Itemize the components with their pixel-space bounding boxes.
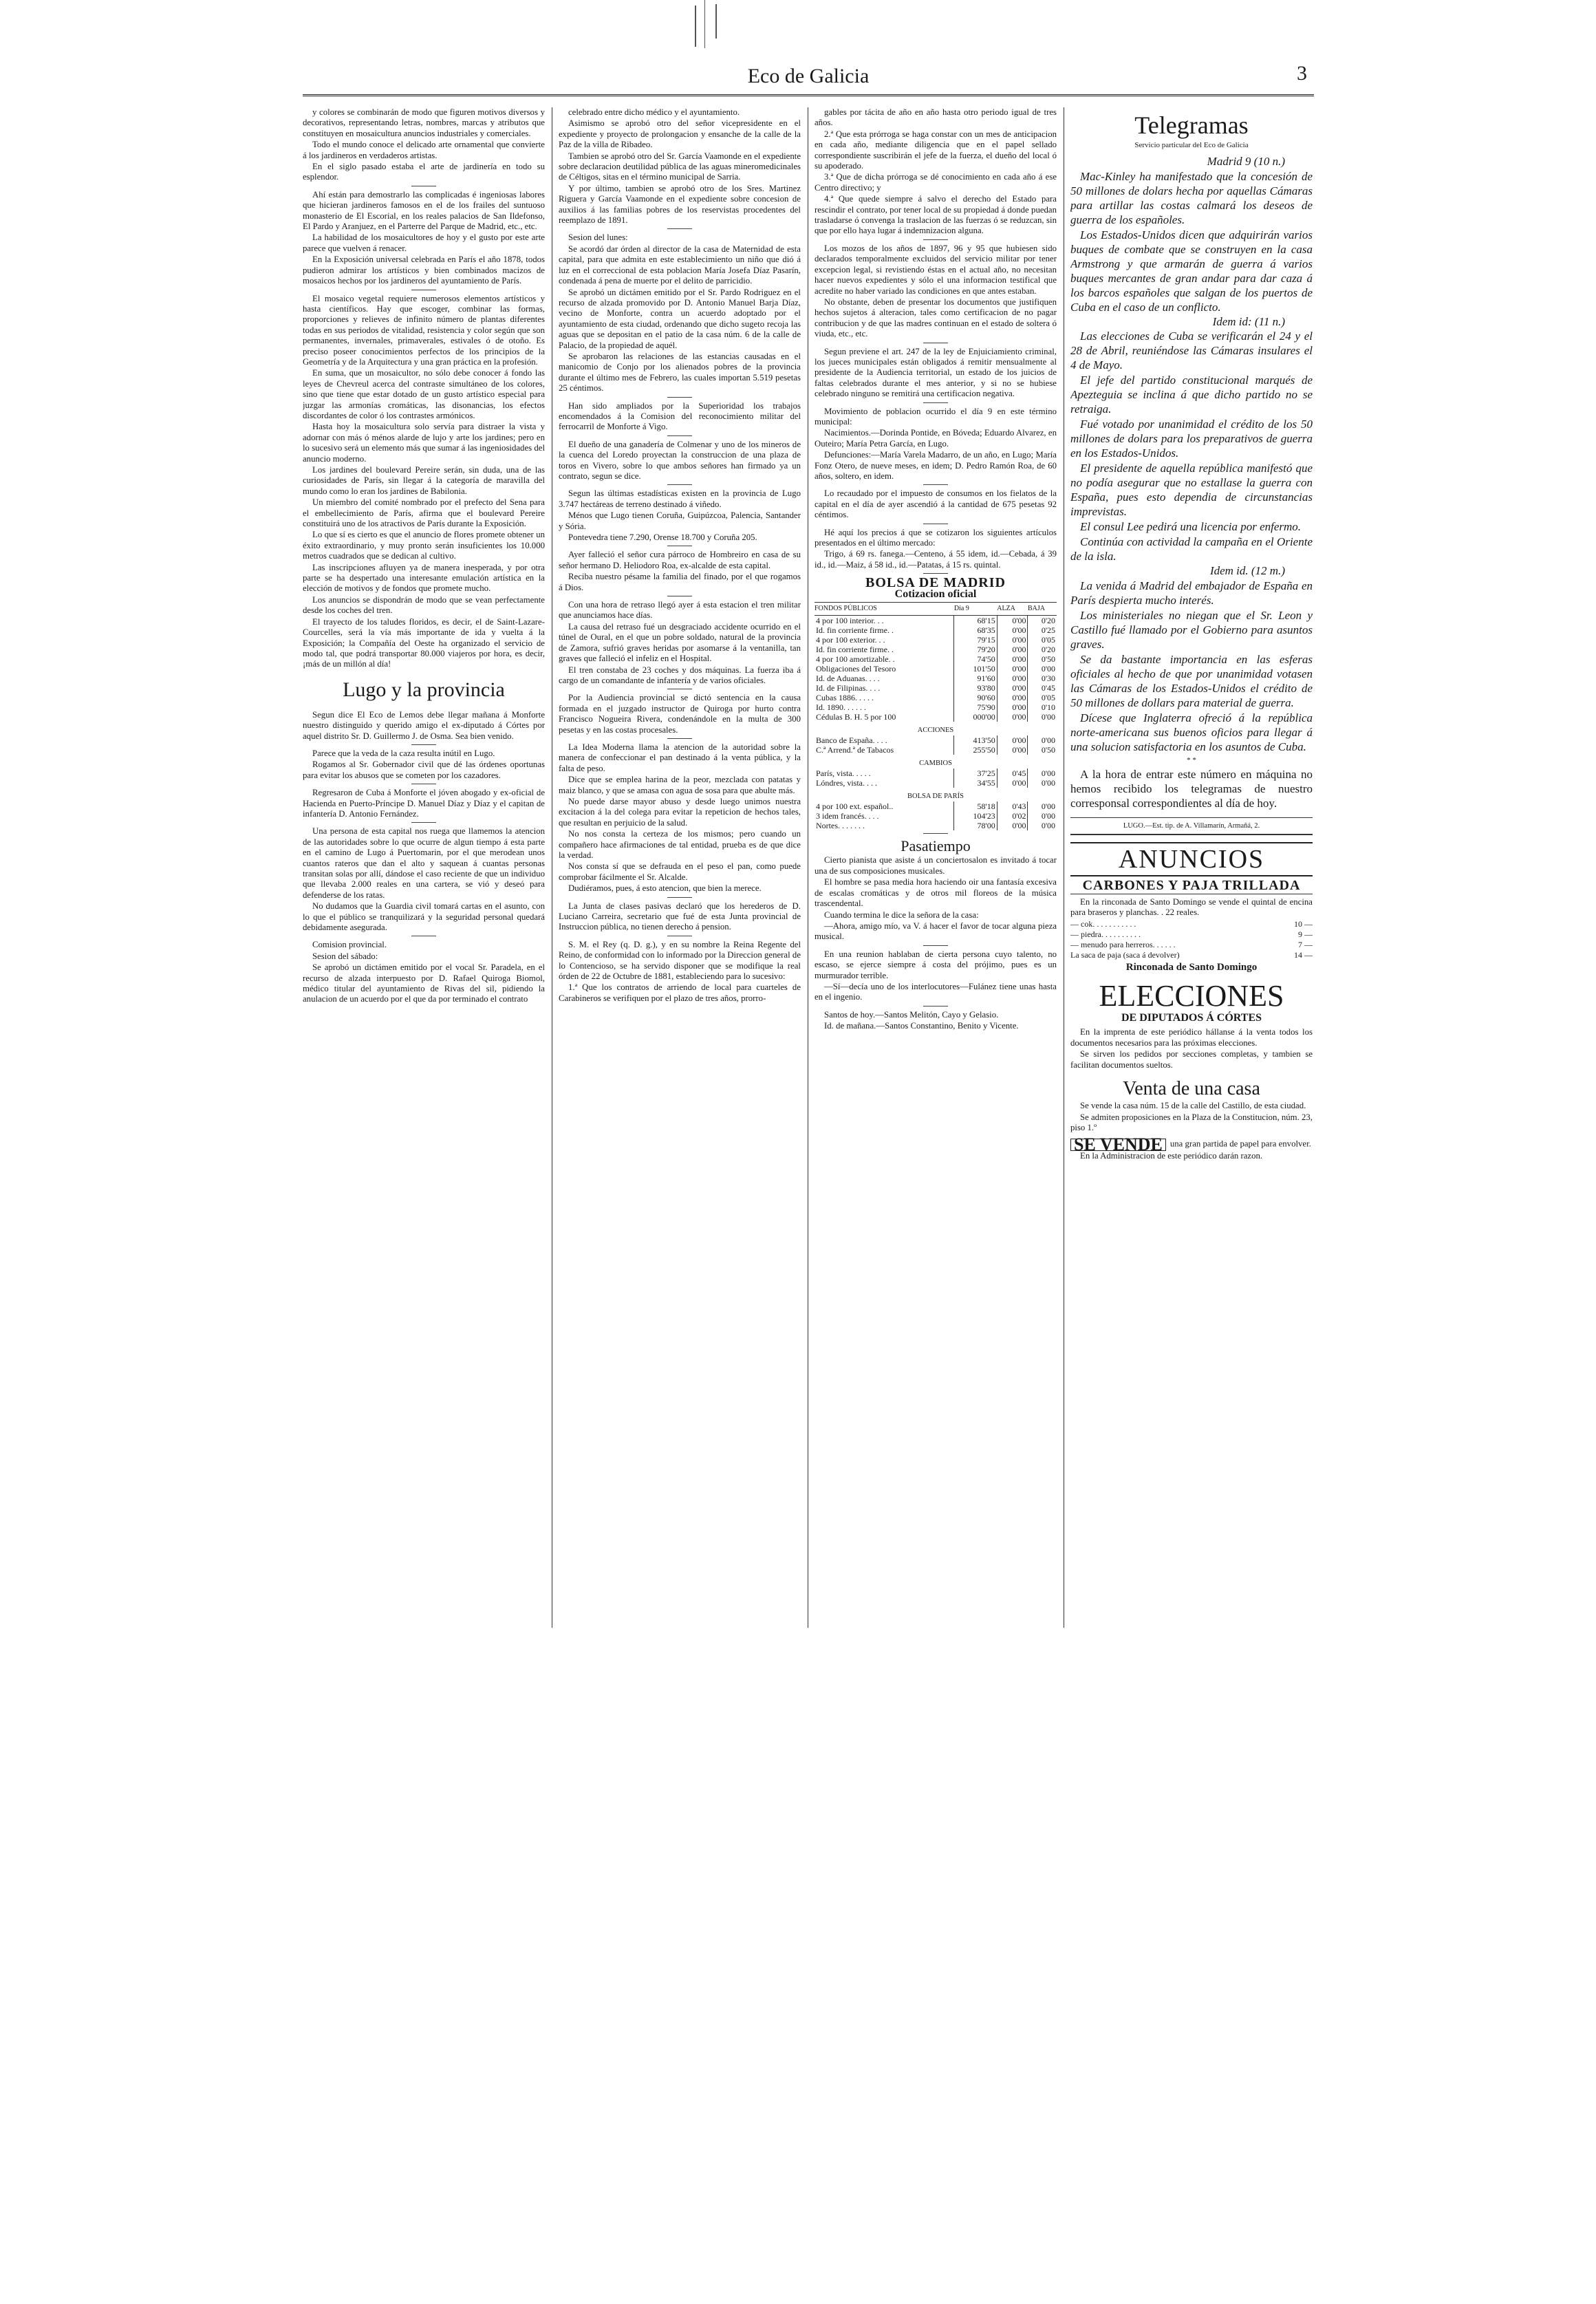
quotes-header: FONDOS PÚBLICOS: [815, 603, 954, 616]
pasatiempo-title: Pasatiempo: [901, 837, 971, 855]
quote-name: Nortes. . . . . . .: [816, 821, 865, 831]
quote-value: 75'90: [954, 702, 997, 712]
quote-value: 000'00: [954, 712, 997, 722]
table-row: [815, 811, 1057, 821]
paragraph: 3.ª Que de dicha prórroga se dé conocimiento en cada año á ese Centro directivo; y: [815, 172, 1057, 193]
paragraph: Una persona de esta capital nos ruega que llamemos la atencion de las autoridades sobre lo que ocurre de algun tiempo á esta parte en el camino de Lugo á Puertomarin, por el que merodean unos cuantos rateros que dan el alto y saquean á cuantas personas transitan solas por allí, dándose el caso reciente de que un individuo que llevaba 2.000 reales en una cartera, se vió y deseó para defenderse de los ratas.: [303, 826, 545, 900]
paragraph: El hombre se pasa media hora haciendo oir una fantasía excesiva de escalas cromáticas y de otros mil floreos de la música trascendental.: [815, 877, 1057, 909]
quote-value: 0'00: [1028, 811, 1057, 821]
paragraph: Movimiento de poblacion ocurrido el día 9 en este término municipal:: [815, 406, 1057, 427]
paragraph: Y por último, tambien se aprobó otro de los Sres. Martinez Riguera y García Vaamonde en el expediente sobre concesion de auxilios á las familias pobres de los reservistas procedentes del reemplazo de 1891.: [559, 183, 801, 226]
paragraph: Id. de mañana.—Santos Constantino, Benito y Vicente.: [824, 1021, 1019, 1031]
price-value: 10 —: [1294, 918, 1313, 929]
quote-value: 0'02: [997, 811, 1028, 821]
venta-text: [1070, 1101, 1313, 1133]
quote-value: 255'50: [954, 745, 997, 755]
paragraph: Segun las últimas estadísticas existen en la provincia de Lugo 3.747 hectáreas de terreno destinado á viñedo.: [559, 488, 801, 509]
quote-value: 0'00: [997, 664, 1028, 674]
table-row: [815, 745, 1057, 755]
paragraph: Dícese que Inglaterra ofreció á la república norte-americana sus buenos oficios para llegar á una solucion satisfactoria en los asuntos de Cuba.: [1070, 711, 1313, 753]
paragraph: El jefe del partido constitucional marqués de Apezteguia se inclina á que dicho partido no se retraiga.: [1070, 374, 1313, 416]
quote-name: París, vista. . . . .: [816, 768, 871, 779]
table-row: [815, 735, 1057, 745]
quotes-section-label: ACCIONES: [917, 726, 954, 735]
quote-value: 0'00: [1028, 768, 1057, 778]
paragraph: El presidente de aquella república manifestó que no podía asegurar que no estallase la guerra con España, pues esto dependia de circunstancias imprevistas.: [1070, 462, 1313, 519]
paragraph: Lo recaudado por el impuesto de consumos en los fielatos de la capital en el día de ayer ascendió á la cantidad de 675 pesetas 92 céntimos.: [815, 488, 1057, 520]
carbones-footer: Rinconada de Santo Domingo: [1125, 961, 1258, 973]
column-4: [1070, 107, 1313, 1628]
quotes-section-row: [815, 788, 1057, 801]
table-row: [815, 801, 1057, 811]
quote-value: 0'00: [997, 778, 1028, 788]
price-item: — menudo para herreros. . . . . .: [1070, 939, 1176, 949]
paragraph: Santos de hoy.—Santos Melitón, Cayo y Gelasio.: [824, 1009, 999, 1020]
scan-artifact: [715, 4, 717, 39]
quote-name: Cubas 1886. . . . .: [816, 693, 874, 703]
dateline: Madrid 9 (10 n.): [1207, 155, 1285, 169]
anuncios-title: ANUNCIOS: [1070, 842, 1313, 876]
separator: [667, 435, 692, 436]
paragraph: La Junta de clases pasivas declaró que los herederos de D. Luciano Carreira, secretario que fué de esta Junta provincial de Instruccion pública, no tienen derecho á pension.: [559, 901, 801, 932]
paragraph: Cierto pianista que asiste á un conciertosalon es invitado á tocar una de sus composiciones musicales.: [815, 855, 1057, 876]
quote-value: 79'15: [954, 635, 997, 645]
paragraph: Sesion del sábado:: [312, 951, 378, 961]
paragraph: —Sí—decía uno de los interlocutores—Fulánez tiene unas hasta en el ingenio.: [815, 981, 1057, 1002]
table-row: [815, 683, 1057, 693]
separator: [923, 833, 948, 834]
paragraph: Se vende la casa núm. 15 de la calle del Castillo, de esta ciudad.: [1080, 1101, 1306, 1111]
column-2: [559, 107, 801, 1628]
paragraph: Asimismo se aprobó otro del señor vicepresidente en el expediente y proyecto de prolongacion y ensanche de la calle de la Paz de la villa de Ribadeo.: [559, 118, 801, 150]
paragraph: Lo que sí es cierto es que el anuncio de flores promete obtener un éxito extraordinario, y muy pronto serán insuficientes los 10.000 metros cuadrados que se dedican al cultivo.: [303, 530, 545, 561]
paragraph: La causa del retraso fué un desgraciado accidente ocurrido en el túnel de Oural, en el que un pobre soldado, natural de la provincia de Zamora, sufrió graves heridas por asomarse á la ventanilla, tan graves que falleció el infeliz en el Hospital.: [559, 621, 801, 664]
paragraph: Dice que se emplea harina de la peor, mezclada con patatas y maiz blanco, y que se amasa con agua de sosa para que abulte más.: [559, 775, 801, 795]
quotes-header-row: [815, 603, 1057, 616]
paragraph: Se aprobó un dictámen emitido por el vocal Sr. Paradela, en el recurso de alzada interpuesto por D. Rafael Quiroga Biomol, médico titular del ayuntamiento de Rivas del sil, pidiendo la anulacion de un acuerdo por el que da por terminado el contrato: [303, 962, 545, 1004]
quote-value: 90'60: [954, 693, 997, 702]
paragraph: Las elecciones de Cuba se verificarán el 24 y el 28 de Abril, reuniéndose las Cámaras insulares el 4 de Mayo.: [1070, 330, 1313, 372]
quote-value: 0'00: [997, 674, 1028, 683]
paragraph: Ménos que Lugo tienen Coruña, Guipúzcoa, Palencia, Santander y Sória.: [559, 510, 801, 531]
paragraph: La venida á Madrid del embajador de España en París despierta mucho interés.: [1070, 579, 1313, 607]
quote-value: 0'00: [1028, 778, 1057, 788]
paragraph: En la imprenta de este periódico hállanse á la venta todos los documentos necesarios para las próximas elecciones.: [1070, 1027, 1313, 1048]
quotes-header: Día 9: [954, 603, 997, 616]
quote-value: 0'45: [1028, 683, 1057, 693]
elecciones-title: ELECCIONES: [1099, 979, 1284, 1013]
paragraph: Nos consta sí que se defrauda en el peso el pan, como puede comprobar fácilmente el Sr. Alcalde.: [559, 861, 801, 882]
elecciones-text: [1070, 1027, 1313, 1070]
paragraph: Fué votado por unanimidad el crédito de los 50 millones de dolars para los preparativos de guerra en los Estados-Unidos.: [1070, 418, 1313, 460]
quote-value: 0'00: [997, 616, 1028, 626]
quote-value: 0'20: [1028, 645, 1057, 654]
quote-value: 0'30: [1028, 674, 1057, 683]
quote-value: 68'15: [954, 616, 997, 626]
quote-value: 104'23: [954, 811, 997, 821]
quote-name: Id. de Filipinas. . . .: [816, 683, 881, 693]
column-2-articles: [559, 107, 801, 1004]
paragraph: Tambien se aprobó otro del Sr. García Vaamonde en el expediente sobre declaracion deutilidad pública de las aguas mineromedicinales de Céltigos, sitas en el término municipal de Sarria.: [559, 151, 801, 182]
paragraph: 4.ª Que quede siempre á salvo el derecho del Estado para rescindir el contrato, por tener local de su propiedad á donde puedan trasladarse ó convenga la traslacion de las fuerzas ó se reduzcan, sin que por ello haya lugar á indemnizacion alguna.: [815, 194, 1057, 236]
quote-value: 0'05: [1028, 693, 1057, 702]
scan-artifact: [695, 6, 696, 47]
table-row: [815, 821, 1057, 830]
price-row: [1070, 919, 1313, 929]
separator: [667, 897, 692, 898]
quotes-header: BAJA: [1028, 603, 1057, 616]
quote-value: 101'50: [954, 664, 997, 674]
price-row: [1070, 940, 1313, 950]
paragraph: Hasta hoy la mosaicultura solo servía para distraer la vista y adornar con más ó ménos alarde de lujo y arte los jardines; pero en lo sucesivo será un elemento más que sumar á las ingeniosidades del anuncio moderno.: [303, 422, 545, 464]
paragraph: Todo el mundo conoce el delicado arte ornamental que convierte á los jardineros en verdaderos artistas.: [303, 140, 545, 160]
price-row: [1070, 950, 1313, 960]
quote-name: 4 por 100 exterior. . .: [816, 635, 885, 645]
quote-value: 0'05: [1028, 635, 1057, 645]
paragraph: Mac-Kinley ha manifestado que la concesión de 50 millones de dolars hecha por aquellas Cámaras para artillar las costas calmará los deseos de guerra de los españoles.: [1070, 169, 1313, 226]
quote-value: 78'00: [954, 821, 997, 830]
quote-value: 0'00: [1028, 664, 1057, 674]
paragraph: Regresaron de Cuba á Monforte el jóven abogado y ex-oficial de Hacienda en Puerto-Príncipe D. Manuel Díaz y Díaz y el capitan de infantería D. Antonio Fernández.: [303, 788, 545, 819]
quote-value: 0'00: [997, 683, 1028, 693]
carbones-title: CARBONES Y PAJA TRILLADA: [1070, 881, 1313, 894]
separator: [411, 822, 436, 823]
paragraph: Segun previene el art. 247 de la ley de Enjuiciamiento criminal, los jueces municipales están obligados á remitir mensualmente al presidente de la Audiencia territorial, un estado de los juicios de faltas celebrados durante el mes anterior, y si no se hubiese celebrado ninguno se remitirá una certificacion negativa.: [815, 346, 1057, 399]
venta-title: Venta de una casa: [1123, 1078, 1260, 1100]
separator: [923, 573, 948, 574]
price-value: 7 —: [1298, 939, 1313, 949]
quote-value: 0'00: [997, 712, 1028, 722]
paragraph: 2.ª Que esta prórroga se haga constar con un mes de anticipacion en cada año, mediante diligencia que en el papel sellado correspondiente suscribirán el jefe de la fuerza, el dueño del local ó su apoderado.: [815, 129, 1057, 171]
scan-artifact: [704, 0, 705, 48]
price-value: 14 —: [1294, 949, 1313, 960]
paragraph: Trigo, á 69 rs. fanega.—Centeno, á 55 idem, id.—Cebada, á 39 id., id.—Maiz, á 58 id., id.—Patatas, á 15 rs. quintal.: [815, 549, 1057, 570]
separator: [667, 738, 692, 739]
quote-value: 58'18: [954, 801, 997, 811]
quote-name: Id. de Aduanas. . . .: [816, 674, 880, 684]
paragraph: Hé aquí los precios á que se cotizaron los siguientes artículos presentados en el último mercado:: [815, 527, 1057, 548]
paragraph: Los anuncios se dispondrán de modo que se vean perfectamente desde los coches del tren.: [303, 594, 545, 616]
paragraph: Se da bastante importancia en las esferas oficiales al hecho de que por unanimidad votasen las Cámaras de los Estados-Unidos el crédito de 50 millones de dollars para material de guerra.: [1070, 652, 1313, 709]
paragraph: Las inscripciones afluyen ya de manera inesperada, y por otra parte se ha despertado una interesante emulación artística en la elección de motivos y de fondos que promete mucho.: [303, 562, 545, 594]
paragraph: El mosaico vegetal requiere numerosos elementos artísticos y hasta científicos. Hay que escoger, combinar las formas, proporciones y relieves de infinito número de plantas diferentes todas en sus periodos de vitalidad, resistencia y color según que son permanentes, invernales, primaverales, estivales ó de otoño. Es preciso poseer conocimientos perfectos de los principios de la Geometría y de la Arquitectura y una gran práctica en la profesión.: [303, 293, 545, 367]
paragraph: El tren constaba de 23 coches y dos máquinas. La fuerza iba á cargo de un comandante de infantería y de varios oficiales.: [559, 665, 801, 685]
table-row: [815, 654, 1057, 664]
paragraph: La Idea Moderna llama la atencion de la autoridad sobre la manera de confeccionar el pan destinado á la venta pública, y la falta de peso.: [559, 742, 801, 773]
quotes-table: [815, 602, 1057, 830]
quote-value: 79'20: [954, 645, 997, 654]
quote-value: 93'80: [954, 683, 997, 693]
table-row: [815, 693, 1057, 702]
quote-value: 0'20: [1028, 616, 1057, 626]
quote-value: 0'00: [1028, 821, 1057, 830]
paragraph: gables por tácita de año en año hasta otro periodo igual de tres años.: [815, 107, 1057, 128]
table-row: [815, 625, 1057, 635]
paragraph: Sesion del lunes:: [568, 233, 628, 243]
newspaper-page: [303, 55, 1314, 1844]
quote-value: 0'00: [1028, 712, 1057, 722]
paragraph: No obstante, deben de presentar los documentos que justifiquen hechos sujetos á alteracion, tales como certificacion de no pagar contribucion y de que las madres continuan en el estado de soltera ó viuda, etc., etc.: [815, 297, 1057, 339]
se-vende-footer: En la Administracion de este periódico darán razon.: [1080, 1150, 1263, 1161]
paragraph: Defunciones:—María Varela Madarro, de un año, en Lugo; María Fonz Otero, de nueve meses, en idem; D. Pedro Ramón Roa, de 60 años, soltero, en idem.: [815, 450, 1057, 481]
quote-name: Banco de España. . . .: [816, 735, 887, 746]
paragraph: Cuando termina le dice la señora de la casa:: [824, 909, 979, 920]
paragraph: Ahí están para demostrarlo las complicadas é ingeniosas labores que hicieran jardineros famosos en el de los frailes del suntuoso monasterio de El Escorial, en los reales palacios de San Ildefonso, El Pardo y Aranjuez, en el Parterre del Parque de Madrid, etc., etc.: [303, 189, 545, 232]
table-row: [815, 712, 1057, 722]
telegrams-group-2: [1070, 329, 1313, 563]
paragraph: Rogamos al Sr. Gobernador civil que dé las órdenes oportunas para evitar los abusos que se cometen por los cazadores.: [303, 760, 545, 780]
carbones-intro: En la rinconada de Santo Domingo se vende el quintal de encina para braseros y planchas. . 22 reales.: [1070, 896, 1313, 918]
paragraph: El consul Lee pedirá una licencia por enfermo.: [1080, 520, 1302, 534]
paragraph: En una reunion hablaban de cierta persona cuyo talento, no escaso, se ejerce siempre á costa del prójimo, pues es un murmurador terrible.: [815, 949, 1057, 980]
paragraph: Los Estados-Unidos dicen que adquirirán varios buques de combate que se construyen en la casa Armstrong y que armarán de guerra á varios buques mercantes de gran andar para dar caza á los barcos españoles que salgan de los puertos de Cuba en el caso de un conflicto.: [1070, 228, 1313, 314]
quote-value: 0'10: [1028, 702, 1057, 712]
separator: [667, 397, 692, 398]
paragraph: Continúa con actividad la campaña en el Oriente de la isla.: [1070, 535, 1313, 563]
quotes-section-label: CAMBIOS: [919, 760, 952, 768]
paragraph: Nacimientos.—Dorinda Pontide, en Bóveda; Eduardo Alvarez, en Outeiro; María Petra García, en Lugo.: [815, 428, 1057, 449]
column-1: [303, 107, 545, 1628]
quote-value: 34'55: [954, 778, 997, 788]
quote-name: 3 idem francés. . . .: [816, 811, 879, 821]
quote-value: 0'00: [997, 693, 1028, 702]
column-3-articles: [815, 107, 1057, 570]
carbones-prices: [1070, 919, 1313, 960]
paragraph: No nos consta la certeza de los mismos; pero cuando un compañero hace afirmaciones de tal entidad, prueba es de que dice la verdad.: [559, 829, 801, 860]
paragraph: Pontevedra tiene 7.290, Orense 18.700 y Coruña 205.: [568, 532, 757, 543]
paragraph: Por la Audiencia provincial se dictó sentencia en la causa formada en el juzgado instructor de Quiroga por hurto contra Francisco Nogueira Rivera, condenándole en la multa de 300 pesetas y en las costas procesales.: [559, 693, 801, 735]
paragraph: Parece que la veda de la caza resulta inútil en Lugo.: [312, 748, 495, 758]
paragraph: El dueño de una ganadería de Colmenar y uno de los mineros de la cuenca del Loredo proyectan la construccion de una plaza de toros en Vivero, sobre lo que ambos señores han firmado ya un contrato, segun se dice.: [559, 439, 801, 481]
quote-name: Lóndres, vista. . . .: [816, 778, 877, 788]
se-vende-label: SE VENDE: [1070, 1139, 1166, 1150]
quote-name: Cédulas B. H. 5 por 100: [816, 712, 896, 722]
price-row: [1070, 929, 1313, 940]
quotes-body: [815, 616, 1057, 831]
separator: [923, 402, 948, 403]
column-3: [815, 107, 1057, 1628]
quote-value: 0'00: [997, 702, 1028, 712]
se-vende-ad: [1070, 1134, 1313, 1155]
page-number: 3: [1297, 62, 1307, 85]
quote-name: Id. fin corriente firme. .: [816, 645, 894, 655]
paragraph: En la Exposición universal celebrada en París el año 1878, todos pudieron admirar los artísticos y bien combinados macizos de mosaicos hechos por los jardineros del ayuntamiento de París.: [303, 255, 545, 286]
quote-value: 74'50: [954, 654, 997, 664]
paragraph: Segun dice El Eco de Lemos debe llegar mañana á Monforte nuestro distinguido y querido amigo el ex-diputado á Córtes por aquel distrito Sr. D. Guillermo J. de Osma. Sea bien venido.: [303, 709, 545, 741]
paragraph: 1.ª Que los contratos de arriendo de local para cuarteles de Carabineros se verifiquen por el plazo de tres años, prorro-: [559, 982, 801, 1003]
imprint-line: LUGO.—Est. tip. de A. Villamarín, Armañá, 2.: [1070, 817, 1313, 835]
paragraph: Los jardines del boulevard Pereire serán, sin duda, una de las curiosidades de París, sin llegar á la categoría de maravilla del mundo como lo eran los jardines de Babilonia.: [303, 465, 545, 496]
quote-name: 4 por 100 interior. . .: [816, 616, 884, 626]
section-header-lugo: Lugo y la provincia: [343, 678, 505, 701]
telegramas-title: Telegramas: [1134, 111, 1249, 139]
table-row: [815, 635, 1057, 645]
closing-note: A la hora de entrar este número en máquina no hemos recibido los telegramas de nuestro corresponsal correspondientes al día de hoy.: [1070, 768, 1313, 810]
paragraph: Se sirven los pedidos por secciones completas, y tambien se facilitan documentos sueltos.: [1070, 1049, 1313, 1070]
paragraph: En suma, que un mosaicultor, no sólo debe conocer á fondo las leyes de Chevreul acerca del contraste simultáneo de los colores, sino que tiene que estar dotado de un gusto artístico especial para juzgar las armonías cromáticas, las disonancias, los efectos discordantes de color ó los contrastes armónicos.: [303, 368, 545, 420]
paragraph: En el siglo pasado estaba el arte de jardinería en todo su esplendor.: [303, 162, 545, 182]
se-vende-text: una gran partida de papel para envolver.: [1169, 1139, 1311, 1149]
quote-value: 0'00: [1028, 801, 1057, 811]
paragraph: Los mozos de los años de 1897, 96 y 95 que hubiesen sido declarados temporalmente excluidos del servicio militar por tener excepcion legal, si revistiendo éstas en el actual año, no necesitan hacer nuevos expedientes y sólo el una informacion testifical que acredite no haber variado las condiciones en que antes estaban.: [815, 243, 1057, 296]
price-value: 9 —: [1298, 929, 1313, 939]
separator: [667, 484, 692, 485]
quotes-header: ALZA: [997, 603, 1028, 616]
table-row: [815, 778, 1057, 788]
quote-value: 0'00: [997, 654, 1028, 664]
quote-name: C.ª Arrend.ª de Tabacos: [816, 745, 894, 755]
quote-value: 0'50: [1028, 654, 1057, 664]
dateline: Idem id: (11 n.): [1212, 314, 1285, 328]
table-row: [815, 674, 1057, 683]
price-item: — piedra. . . . . . . . . .: [1070, 929, 1141, 939]
quote-value: 68'35: [954, 625, 997, 635]
paragraph: No dudamos que la Guardia civil tomará cartas en el asunto, con lo que el público se tranquilizará y la seguridad personal quedará debidamente asegurada.: [303, 901, 545, 933]
quote-value: 413'50: [954, 735, 997, 745]
bolsa-title: BOLSA DE MADRID: [865, 575, 1006, 591]
masthead: [303, 55, 1314, 96]
telegrams-group-3: [1070, 579, 1313, 754]
quote-value: 0'00: [997, 645, 1028, 654]
quote-value: 37'25: [954, 768, 997, 778]
paragraph: El trayecto de los taludes floridos, es decir, el de Saint-Lazare-Courcelles, será la vía más importante de ida y vuelta á la Exposición; la Compañía del Oeste ha organizado el servicio de modo tal, que podrá transportar 80.000 viajeros por hora, es decir, ¡más de un millón al día!: [303, 616, 545, 669]
quote-name: 4 por 100 amortizable. .: [816, 654, 895, 665]
paragraph: Se admiten proposiciones en la Plaza de la Constitucion, núm. 23, piso 1.º: [1070, 1112, 1313, 1132]
separator: [411, 744, 436, 745]
quote-value: 0'00: [997, 821, 1028, 830]
quote-value: 0'45: [997, 768, 1028, 778]
quote-name: Id. 1890. . . . . .: [816, 702, 866, 713]
paragraph: Han sido ampliados por la Superioridad los trabajos encomendados á la Comision del reconocimiento militar del ferrocarril de Monforte á Vigo.: [559, 400, 801, 432]
paragraph: La habilidad de los mosaicultores de hoy y el gusto por este arte parece que vuelven á renacer.: [303, 233, 545, 253]
table-row: [815, 616, 1057, 626]
paragraph: Se aprobaron las relaciones de las estancias causadas en el manicomio de Conjo por los alienados pobres de la provincia durante el último mes de Febrero, las cuales importan 5.519 pesetas 25 céntimos.: [559, 351, 801, 394]
telegrams-group-1: [1070, 169, 1313, 314]
quote-value: 0'43: [997, 801, 1028, 811]
paragraph: No puede darse mayor abuso y desde luego unimos nuestra excitacion á la del colega para evitar la repeticion de hechos tales, que resultan en perjuicio de la salud.: [559, 796, 801, 828]
quote-value: 0'25: [1028, 625, 1057, 635]
table-row: [815, 768, 1057, 778]
quotes-section-label: BOLSA DE PARÍS: [907, 793, 964, 801]
paragraph: Comision provincial.: [312, 940, 387, 950]
price-item: — cok. . . . . . . . . . .: [1070, 918, 1136, 929]
separator: [923, 484, 948, 485]
column-1-articles: [303, 107, 545, 670]
quote-name: 4 por 100 ext. español..: [816, 801, 894, 812]
table-row: [815, 702, 1057, 712]
quote-value: 0'00: [997, 735, 1028, 745]
paragraph: S. M. el Rey (q. D. g.), y en su nombre la Reina Regente del Reino, de conformidad con lo informado por la Direccion general de lo Contencioso, se ha servido disponer que se modifique la real órden de 22 de Octubre de 1881, estableciendo para lo sucesivo:: [559, 939, 801, 982]
paragraph: Con una hora de retraso llegó ayer á esta estacion el tren militar que anunciamos hace días.: [559, 600, 801, 621]
paragraph: celebrado entre dicho médico y el ayuntamiento.: [568, 107, 740, 117]
separator: [923, 239, 948, 240]
table-row: [815, 645, 1057, 654]
paragraph: Los ministeriales no niegan que el Sr. Leon y Castillo fué llamado por el Gobierno para asuntos graves.: [1070, 608, 1313, 651]
quote-value: 0'00: [997, 635, 1028, 645]
paragraph: Un miembro del comité nombrado por el prefecto del Sena para el embellecimiento de París, afirma que el boulevard Pereire constituirá uno de los atractivos de París durante la Exposición.: [303, 497, 545, 529]
quote-value: 91'60: [954, 674, 997, 683]
quotes-section-row: [815, 755, 1057, 768]
paragraph: Ayer falleció el señor cura párroco de Hombreiro en casa de su señor hermano D. Heliodoro Roa, ex-alcalde de esta capital.: [559, 550, 801, 570]
quote-name: Obligaciones del Tesoro: [816, 664, 896, 674]
paragraph: Se aprobó un dictámen emitido por el Sr. Pardo Rodriguez en el recurso de alzada promovido por D. Antonio Manuel Barja Díaz, vecino de Monforte, contra un acuerdo adoptado por el ayuntamiento de esta ciudad, ordenando que dicho sugeto recoja las aguas que se depositan en el patio de la casa núm. 6 de la calle de Palacio, de la propiedad de aquél.: [559, 287, 801, 350]
paragraph: Dudiéramos, pues, á esto atencion, que bien la merece.: [568, 883, 762, 894]
price-item: La saca de paja (saca á devolver): [1070, 949, 1180, 960]
telegramas-subtitle: Servicio particular del Eco de Galicia: [1134, 141, 1249, 149]
paragraph: Reciba nuestro pésame la familia del finado, por el que rogamos á Dios.: [559, 572, 801, 592]
quotes-section-row: [815, 722, 1057, 735]
table-row: [815, 664, 1057, 674]
quote-name: Id. fin corriente firme. .: [816, 625, 894, 636]
paragraph: Se acordó dar órden al director de la casa de Maternidad de esta capital, para que admita en este establecimiento un niño que dió á luz en el correccional de esta poblacion María Josefa Díaz Pasarín, condenada á pena de muerte por el delito de parricidio.: [559, 244, 801, 286]
column-1-local-news: [303, 710, 545, 1005]
bolsa-subtitle: Cotizacion oficial: [894, 588, 977, 600]
separator: * *: [1187, 755, 1196, 764]
quote-value: 0'00: [997, 745, 1028, 755]
paragraph: y colores se combinarán de modo que figuren motivos diversos y decorativos, representando letras, nombres, marcas y atributos que constituyen en mosaicultura anuncios industriales y comerciales.: [303, 107, 545, 138]
separator: [667, 228, 692, 229]
quote-value: 0'00: [1028, 735, 1057, 745]
separator: [923, 945, 948, 946]
newspaper-title: Eco de Galicia: [747, 65, 870, 87]
elecciones-subtitle: DE DIPUTADOS Á CÓRTES: [1121, 1012, 1262, 1024]
dateline: Idem id. (12 m.): [1209, 564, 1285, 578]
paragraph: —Ahora, amigo mío, va V. á hacer el favor de tocar alguna pieza musical.: [815, 920, 1057, 942]
quote-value: 0'50: [1028, 745, 1057, 755]
quote-value: 0'00: [997, 625, 1028, 635]
pasatiempo-text: [815, 855, 1057, 1031]
